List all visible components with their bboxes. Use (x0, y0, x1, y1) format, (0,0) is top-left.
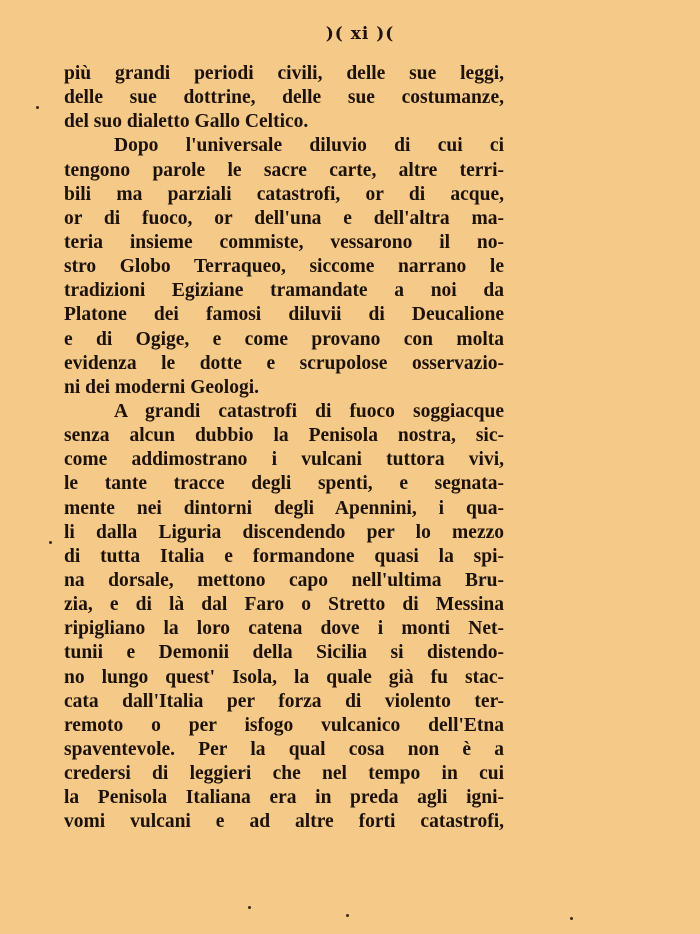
text-line: come addimostrano i vulcani tuttora vivi, (64, 449, 504, 471)
text-line: di tutta Italia e formandone quasi la spi- (64, 545, 504, 567)
text-line: A grandi catastrofi di fuoco soggiacque (114, 400, 504, 422)
text-line: ripigliano la loro catena dove i monti Net- (64, 618, 504, 640)
text-line: or di fuoco, or dell'una e dell'altra ma- (64, 207, 504, 229)
text-line: bili ma parziali catastrofi, or di acque, (64, 183, 504, 205)
text-line: Dopo l'universale diluvio di cui ci (114, 135, 504, 157)
text-line: remoto o per isfogo vulcanico dell'Etna (64, 714, 504, 736)
text-line: vomi vulcani e ad altre forti catastrofi, (64, 811, 504, 833)
page-header: )( xi )( (325, 24, 395, 44)
ink-speck (49, 541, 52, 544)
text-line: del suo dialetto Gallo Celtico. (64, 111, 309, 133)
text-line: na dorsale, mettono capo nell'ultima Bru- (64, 569, 504, 591)
text-line: no lungo quest' Isola, la quale già fu stac- (64, 666, 504, 688)
text-line: spaventevole. Per la qual cosa non è a (64, 738, 504, 760)
text-line: cata dall'Italia per forza di violento ter- (64, 690, 504, 712)
text-line: evidenza le dotte e scrupolose osservazio- (64, 352, 504, 374)
text-line: tradizioni Egiziane tramandate a noi da (64, 280, 504, 302)
text-line: li dalla Liguria discendendo per lo mezzo (64, 521, 504, 543)
text-line: e di Ogige, e come provano con molta (64, 328, 504, 350)
text-line: più grandi periodi civili, delle sue leggi, (64, 63, 504, 84)
text-line: senza alcun dubbio la Penisola nostra, sic- (64, 425, 504, 447)
ink-speck (570, 917, 573, 920)
text-line: le tante tracce degli spenti, e segnata- (64, 473, 504, 495)
body-text (64, 62, 504, 835)
ink-speck (36, 106, 39, 109)
text-line: teria insieme commiste, vessarono il no- (64, 231, 504, 253)
text-line: la Penisola Italiana era in preda agli igni- (64, 787, 504, 809)
ink-speck (346, 914, 349, 917)
text-line: tengono parole le sacre carte, altre terri- (64, 159, 504, 181)
text-line: Platone dei famosi diluvii di Deucalione (64, 304, 504, 326)
text-line: zia, e di là dal Faro o Stretto di Messina (64, 594, 504, 616)
text-line: ni dei moderni Geologi. (64, 376, 259, 398)
text-line: delle sue dottrine, delle sue costumanze, (64, 87, 504, 109)
text-line: stro Globo Terraqueo, siccome narrano le (64, 256, 504, 278)
text-line: credersi di leggieri che nel tempo in cui (64, 763, 504, 785)
text-line: tunii e Demonii della Sicilia si distendo- (64, 642, 504, 664)
text-line: mente nei dintorni degli Apennini, i qua- (64, 497, 504, 519)
ink-speck (248, 906, 251, 909)
